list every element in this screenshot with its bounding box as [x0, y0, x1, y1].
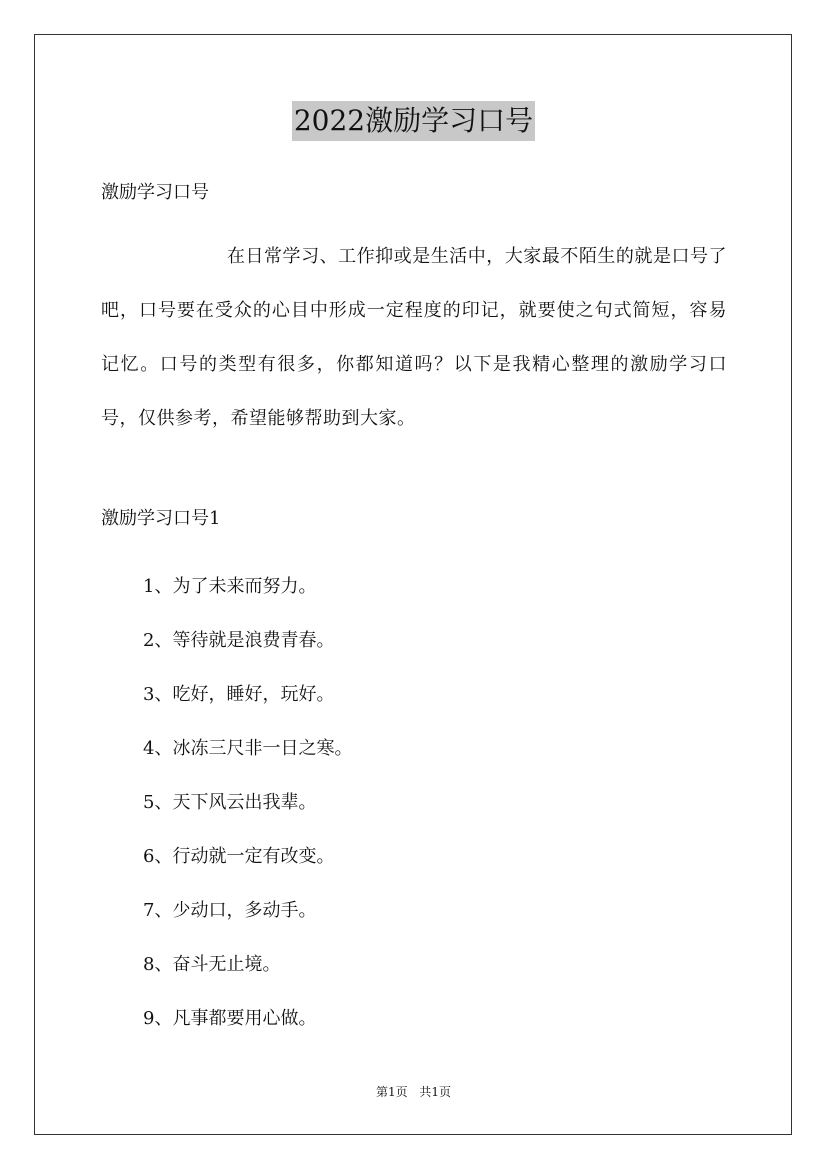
- document-title-text: 2022激励学习口号: [292, 101, 535, 141]
- slogan-item: 1、为了未来而努力。: [143, 576, 317, 597]
- page-total: 共1页: [419, 1085, 452, 1099]
- slogan-item: 2、等待就是浪费青春。: [143, 630, 335, 651]
- slogan-item: 3、吃好，睡好，玩好。: [143, 684, 335, 705]
- intro-paragraph: 在日常学习、工作抑或是生活中，大家最不陌生的就是口号了吧，口号要在受众的心目中形成一定程度的印记，就要使之句式简短，容易记忆。口号的类型有很多，你都知道吗？以下是我精心整理的激励学习口号，仅供参考，希望能够帮助到大家。: [101, 246, 727, 429]
- slogan-list: [143, 560, 352, 1046]
- slogan-item: 8、奋斗无止境。: [143, 954, 281, 975]
- intro-heading: 激励学习口号: [101, 182, 209, 203]
- slogan-item: 5、天下风云出我辈。: [143, 792, 317, 813]
- page-number: 第1页: [375, 1085, 408, 1099]
- slogan-item: 7、少动口，多动手。: [143, 900, 317, 921]
- page-footer: [0, 1084, 827, 1100]
- slogan-item: 6、行动就一定有改变。: [143, 846, 335, 867]
- slogan-item: 9、凡事都要用心做。: [143, 1008, 317, 1029]
- section-heading: 激励学习口号1: [101, 508, 221, 529]
- document-title: [0, 100, 827, 141]
- slogan-item: 4、冰冻三尺非一日之寒。: [143, 738, 353, 759]
